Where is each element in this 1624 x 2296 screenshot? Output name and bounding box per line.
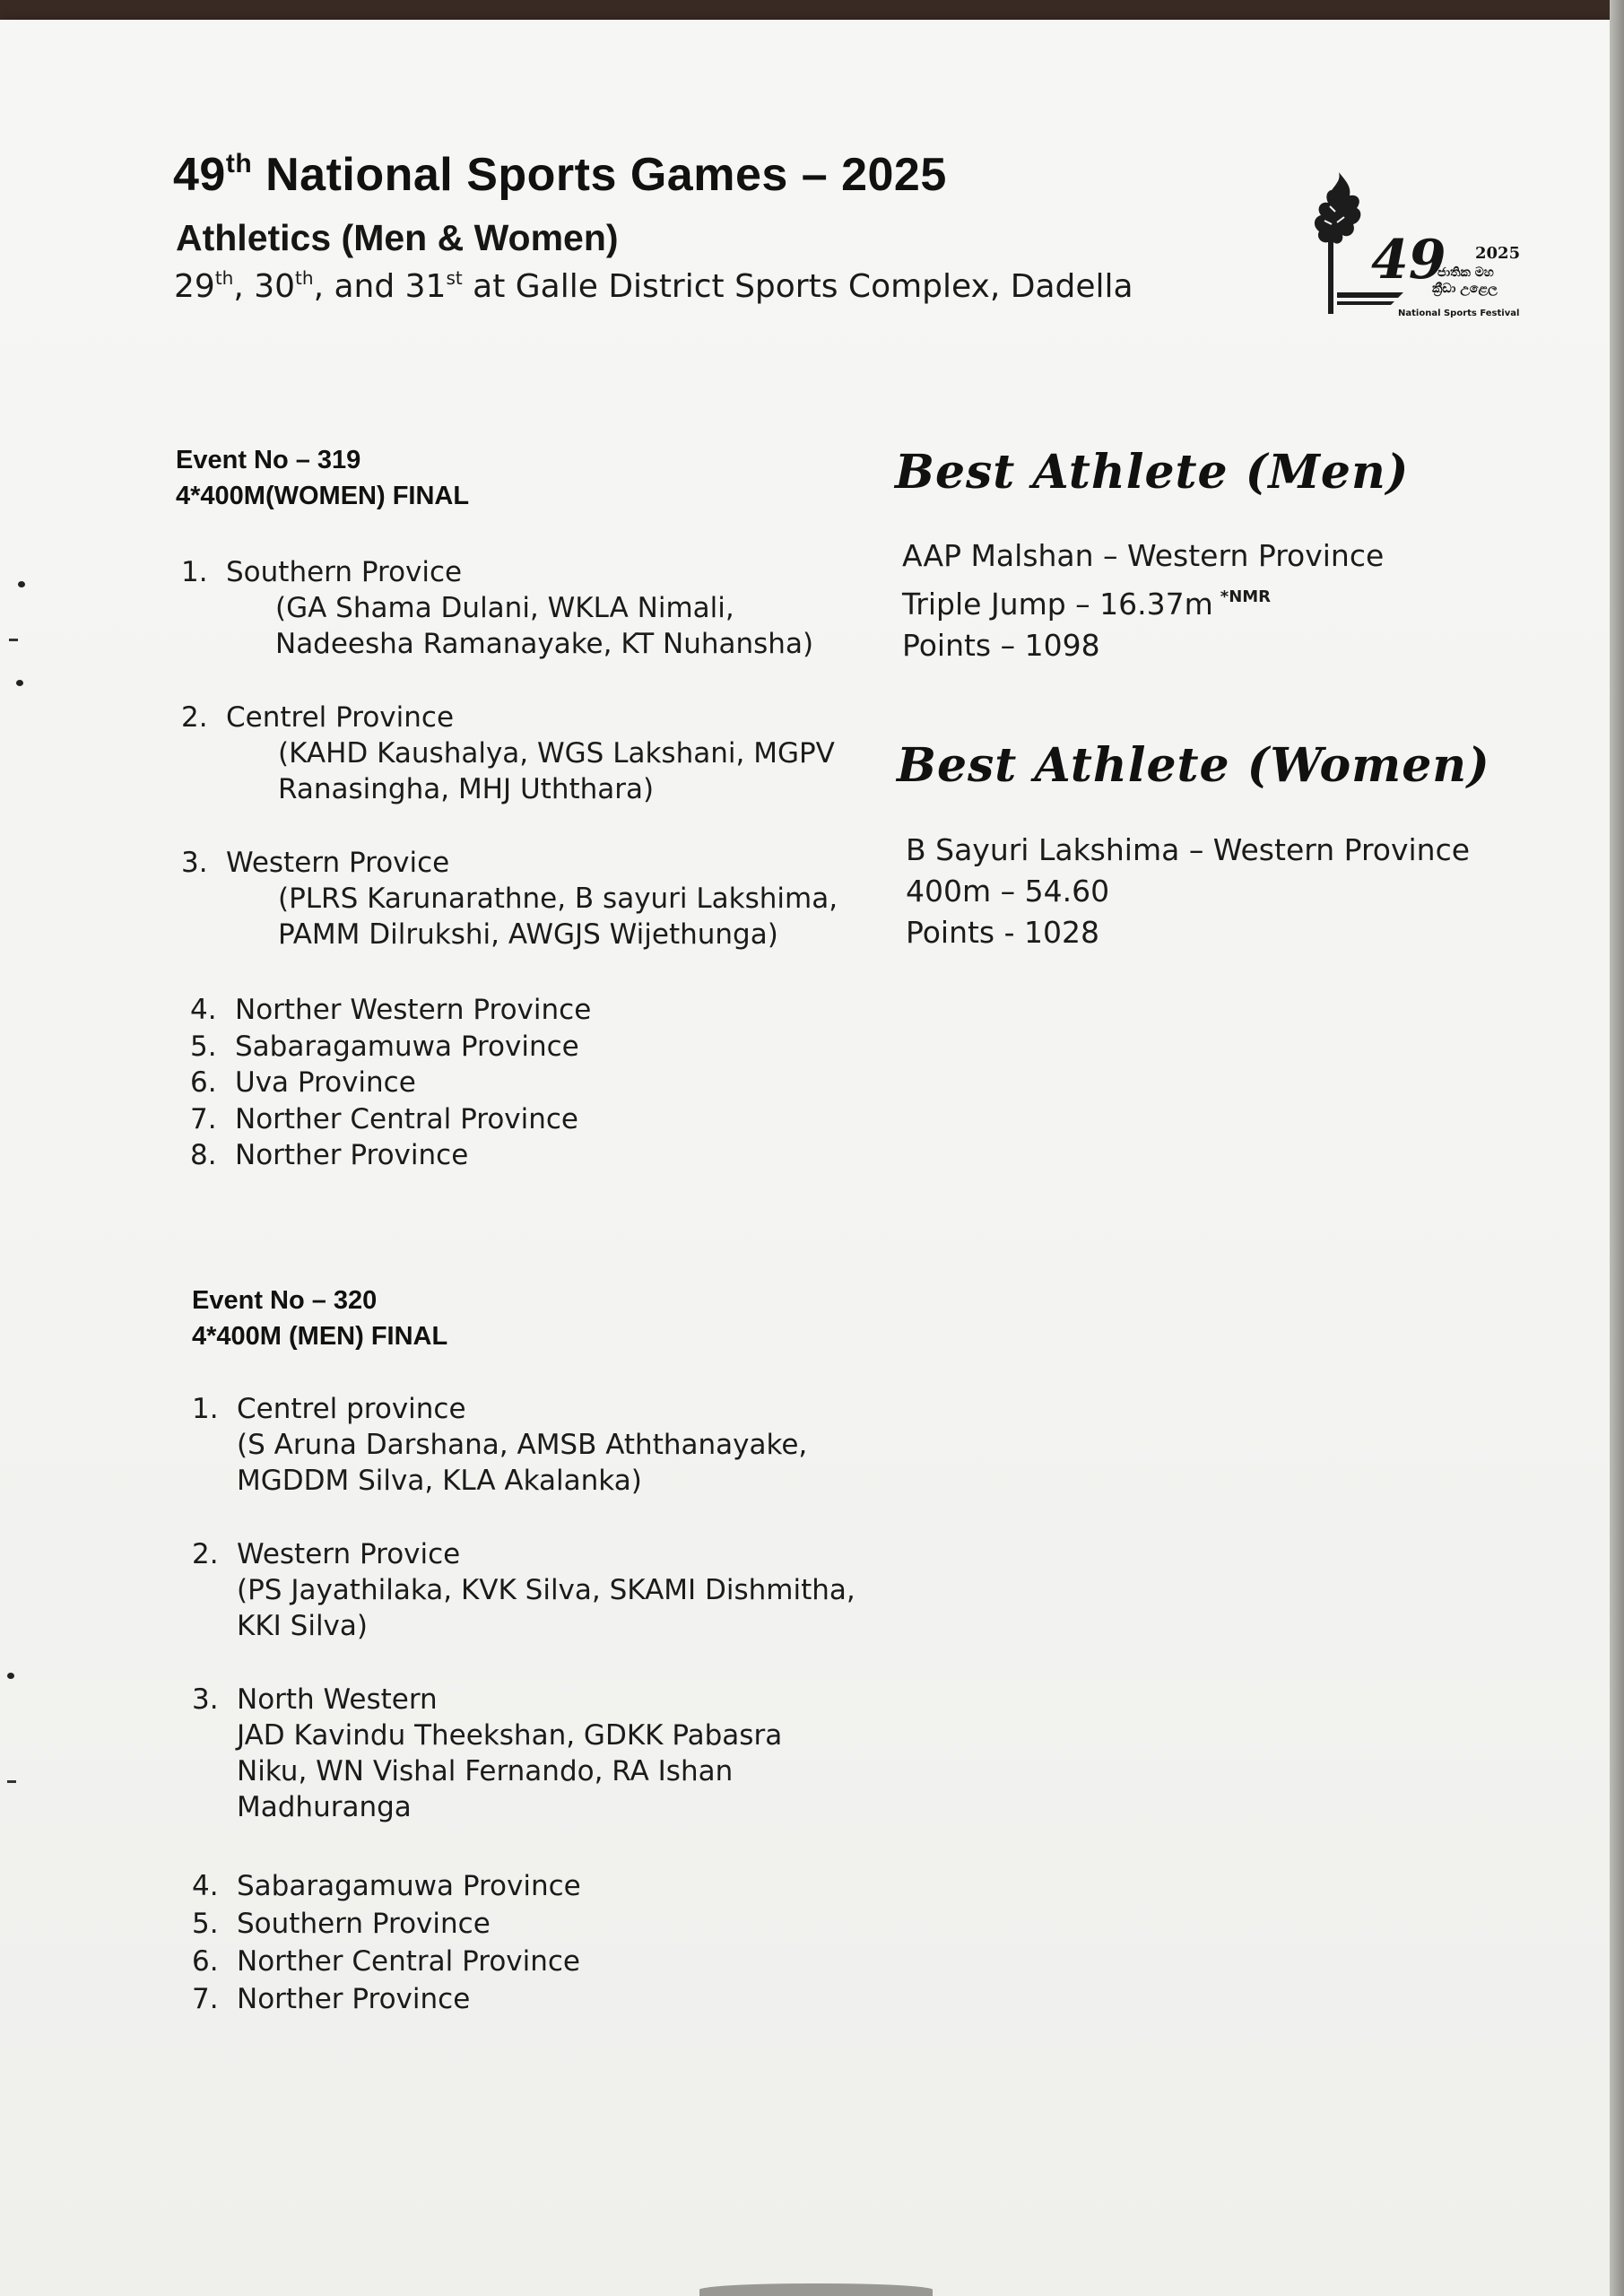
event-319-heading xyxy=(176,442,469,514)
list-item: 5. Southern Province xyxy=(192,1908,491,1940)
list-item: 6. Uva Province xyxy=(190,1066,416,1099)
margin-mark xyxy=(7,1780,16,1783)
event-319-other-results xyxy=(190,992,591,1174)
list-item: 6. Norther Central Province xyxy=(192,1945,581,1978)
event-name: 4*400M (MEN) FINAL xyxy=(192,1322,448,1351)
record-tag: *NMR xyxy=(1220,587,1272,606)
list-item: 7. Norther Central Province xyxy=(190,1102,579,1135)
athlete-name: B Sayuri Lakshima – Western Province xyxy=(906,832,1471,867)
venue-line: 29th, 30th, and 31st at Galle District Sports Complex, Dadella xyxy=(174,267,1133,305)
list-item: 1. Centrel province (S Aruna Darshana, AMSB Aththanayake, MGDDM Silva, KLA Akalanka) xyxy=(192,1393,808,1497)
list-item: 4. Norther Western Province xyxy=(190,994,592,1026)
list-item: 8. Norther Province xyxy=(190,1139,469,1171)
athlete-points: Points – 1098 xyxy=(902,628,1100,663)
margin-mark xyxy=(18,581,25,587)
athlete-event: Triple Jump – 16.37m $^{*NMR}$ xyxy=(902,587,1272,622)
margin-mark xyxy=(16,680,23,686)
svg-text:ක්‍රීඩා උළෙල: ක්‍රීඩා උළෙල xyxy=(1432,282,1498,296)
event-number: Event No – 319 xyxy=(176,446,361,474)
page-subtitle: Athletics (Men & Women) xyxy=(176,217,619,258)
list-item: 1. Southern Provice (GA Shama Dulani, WKLA Nimali, Nadeesha Ramanayake, KT Nuhansha) xyxy=(181,556,814,660)
list-item: 4. Sabaragamuwa Province xyxy=(192,1870,581,1902)
event-320-top-results xyxy=(192,1391,855,1825)
best-athlete-women-heading: Best Athlete (Women) xyxy=(897,738,1490,793)
list-item: 2. Western Provice (PS Jayathilaka, KVK Silva, SKAMI Dishmitha, KKI Silva) xyxy=(192,1538,855,1642)
best-athlete-women-details xyxy=(906,830,1470,953)
event-name: 4*400M(WOMEN) FINAL xyxy=(176,482,470,510)
event-319-top-results xyxy=(181,554,838,952)
svg-text:ජාතික මහ: ජාතික මහ xyxy=(1437,265,1494,280)
page-bottom-shadow xyxy=(699,2283,933,2296)
list-item: 3. Western Provice (PLRS Karunarathne, B sayuri Lakshima, PAMM Dilrukshi, AWGJS Wijethunga) xyxy=(181,847,838,951)
best-athlete-men-details xyxy=(902,535,1384,666)
best-athlete-men-heading: Best Athlete (Men) xyxy=(895,445,1410,500)
margin-mark xyxy=(9,639,18,641)
event-320-heading xyxy=(192,1283,447,1354)
svg-text:2025: 2025 xyxy=(1475,244,1521,263)
list-item: 2. Centrel Province (KAHD Kaushalya, WGS Lakshani, MGPV Ranasingha, MHJ Uththara) xyxy=(181,701,835,805)
list-item: 5. Sabaragamuwa Province xyxy=(190,1030,579,1063)
list-item: 7. Norther Province xyxy=(192,1983,471,2015)
athlete-event: 400m – 54.60 xyxy=(906,874,1110,909)
page-edge-shadow xyxy=(1610,0,1624,2296)
page-title: 49th National Sports Games – 2025 xyxy=(173,149,947,201)
national-sports-festival-logo xyxy=(1305,170,1521,327)
svg-text:National Sports Festival: National Sports Festival xyxy=(1398,309,1520,318)
event-number: Event No – 320 xyxy=(192,1286,378,1315)
svg-text:49: 49 xyxy=(1371,229,1446,291)
athlete-name: AAP Malshan – Western Province xyxy=(902,538,1385,573)
event-320-other-results xyxy=(192,1867,581,2018)
athlete-points: Points - 1028 xyxy=(906,915,1099,950)
list-item: 3. North Western JAD Kavindu Theekshan, GDKK Pabasra Niku, WN Vishal Fernando, RA Ishan Madhuranga xyxy=(192,1683,783,1823)
margin-mark xyxy=(7,1673,14,1679)
